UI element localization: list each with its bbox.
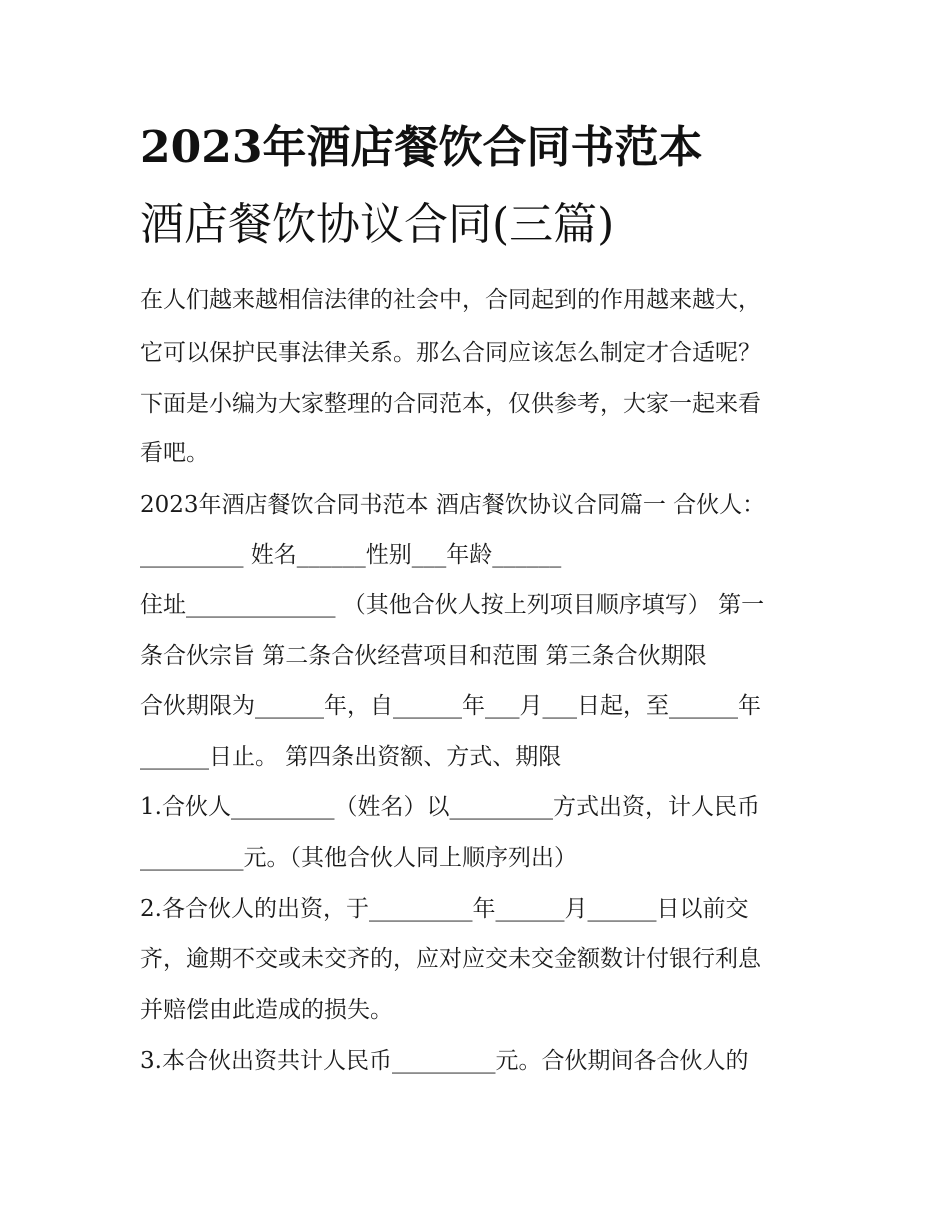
text-line: _________ 姓名______性别___年龄______ bbox=[140, 542, 562, 568]
text-line: 住址_____________ （其他合伙人按上列项目顺序填写） 第一 bbox=[140, 592, 765, 618]
text-line: 并赔偿由此造成的损失。 bbox=[140, 997, 393, 1023]
text-line: 条合伙宗旨 第二条合伙经营项目和范围 第三条合伙期限 bbox=[140, 643, 707, 669]
text-line: 3.本合伙出资共计人民币_________元。合伙期间各合伙人的 bbox=[140, 1048, 749, 1074]
text-line: 2023年酒店餐饮合同书范本 酒店餐饮协议合同篇一 合伙人： bbox=[140, 492, 766, 518]
text-line: 合伙期限为______年，自______年___月___日起，至______年 bbox=[140, 693, 761, 719]
text-line: 齐，逾期不交或未交齐的，应对应交未交金额数计付银行利息 bbox=[140, 946, 761, 972]
document-subtitle: 酒店餐饮协议合同(三篇) bbox=[140, 199, 615, 250]
text-line: ______日止。 第四条出资额、方式、期限 bbox=[140, 744, 562, 770]
text-line: 2.各合伙人的出资，于_________年______月______日以前交 bbox=[140, 896, 749, 922]
text-line: 在人们越来越相信法律的社会中，合同起到的作用越来越大， bbox=[140, 287, 761, 313]
text-line: 下面是小编为大家整理的合同范本，仅供参考，大家一起来看 bbox=[140, 391, 761, 417]
text-line: 它可以保护民事法律关系。那么合同应该怎么制定才合适呢？ bbox=[140, 340, 761, 366]
text-line: _________元。（其他合伙人同上顺序列出） bbox=[140, 845, 577, 871]
text-line: 1.合伙人_________（姓名）以_________方式出资，计人民币 bbox=[140, 794, 760, 820]
text-line: 看吧。 bbox=[140, 440, 209, 466]
document-title: 2023年酒店餐饮合同书范本 bbox=[140, 122, 703, 173]
